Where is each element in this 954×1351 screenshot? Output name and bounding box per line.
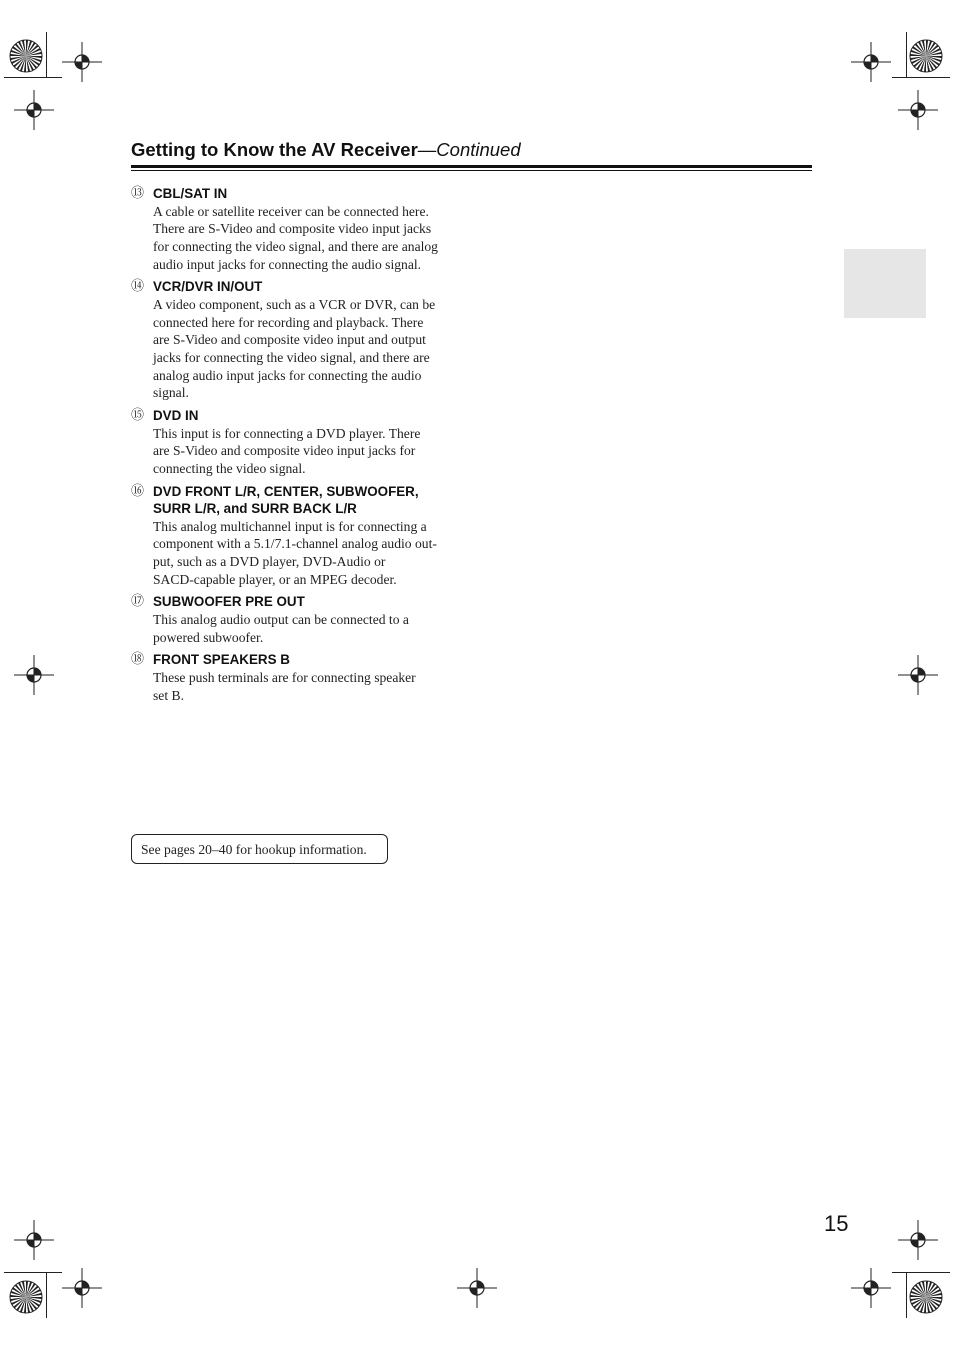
item-title: FRONT SPEAKERS B bbox=[153, 652, 290, 668]
text-line: These push terminals are for connecting speaker bbox=[153, 669, 416, 685]
text-line: This analog audio output can be connected to a bbox=[153, 611, 409, 627]
text-line: are S-Video and composite video input and output bbox=[153, 332, 426, 348]
page-header bbox=[131, 138, 812, 171]
list-item-subwoofer-pre-out bbox=[131, 593, 461, 646]
crosshair-registration-icon bbox=[62, 1268, 102, 1308]
text-line: are S-Video and composite video input jacks for bbox=[153, 443, 416, 459]
crosshair-registration-icon bbox=[457, 1268, 497, 1308]
text-line: set B. bbox=[153, 687, 184, 703]
crop-mark bbox=[906, 1272, 907, 1318]
item-number: ⑮ bbox=[131, 408, 145, 424]
side-thumb-tab bbox=[844, 249, 926, 318]
text-line: audio input jacks for connecting the audio signal. bbox=[153, 256, 422, 272]
text-line: powered subwoofer. bbox=[153, 629, 264, 645]
terminal-description-list bbox=[131, 185, 461, 709]
hookup-note-text: See pages 20–40 for hookup information. bbox=[141, 842, 367, 857]
text-line: analog audio input jacks for connecting the audio bbox=[153, 367, 422, 383]
print-registration-starburst-icon bbox=[906, 36, 946, 76]
item-title: DVD IN bbox=[153, 408, 199, 424]
item-description bbox=[153, 611, 461, 646]
header-rule-thin bbox=[131, 170, 812, 171]
text-line: SACD-capable player, or an MPEG decoder. bbox=[153, 571, 397, 587]
print-registration-starburst-icon bbox=[6, 1277, 46, 1317]
item-number: ⑰ bbox=[131, 594, 145, 610]
crosshair-registration-icon bbox=[851, 42, 891, 82]
text-line: This analog multichannel input is for connecting a bbox=[153, 518, 427, 534]
item-description bbox=[153, 425, 461, 478]
page-title bbox=[131, 138, 812, 162]
crosshair-registration-icon bbox=[14, 90, 54, 130]
crop-mark bbox=[892, 77, 950, 78]
text-line: This input is for connecting a DVD player. There bbox=[153, 425, 421, 441]
list-item-multichannel-input bbox=[131, 483, 461, 589]
item-title bbox=[153, 483, 461, 518]
page-number: 15 bbox=[824, 1211, 849, 1236]
item-description bbox=[153, 669, 461, 704]
item-number: ⑬ bbox=[131, 186, 145, 201]
text-line: jacks for connecting the video signal, and there are bbox=[153, 349, 430, 365]
crosshair-registration-icon bbox=[14, 655, 54, 695]
item-number: ⑱ bbox=[131, 652, 145, 668]
crop-mark bbox=[892, 1272, 950, 1273]
page-title-main: Getting to Know the AV Receiver bbox=[131, 139, 418, 160]
list-item-dvd-in bbox=[131, 407, 461, 478]
list-item-cbl-sat-in bbox=[131, 185, 461, 273]
text-line: connected here for recording and playback. There bbox=[153, 314, 424, 330]
crosshair-registration-icon bbox=[851, 1268, 891, 1308]
list-item-front-speakers-b bbox=[131, 651, 461, 704]
crosshair-registration-icon bbox=[898, 90, 938, 130]
text-line: put, such as a DVD player, DVD-Audio or bbox=[153, 554, 386, 570]
item-title: VCR/DVR IN/OUT bbox=[153, 279, 263, 295]
text-line: for connecting the video signal, and there are analog bbox=[153, 238, 438, 254]
crosshair-registration-icon bbox=[898, 655, 938, 695]
text-line: component with a 5.1/7.1-channel analog audio out- bbox=[153, 536, 437, 552]
text-line: signal. bbox=[153, 385, 189, 401]
crop-mark bbox=[46, 1272, 47, 1318]
item-number: ⑭ bbox=[131, 279, 145, 295]
crop-mark bbox=[906, 32, 907, 78]
crosshair-registration-icon bbox=[898, 1220, 938, 1260]
item-description bbox=[153, 203, 461, 274]
text-line: A cable or satellite receiver can be connected here. bbox=[153, 203, 429, 219]
header-rule-thick bbox=[131, 165, 812, 168]
item-number: ⑯ bbox=[131, 483, 145, 499]
crosshair-registration-icon bbox=[14, 1220, 54, 1260]
crop-mark bbox=[4, 1272, 62, 1273]
print-registration-starburst-icon bbox=[906, 1277, 946, 1317]
item-title: SUBWOOFER PRE OUT bbox=[153, 594, 305, 610]
title-line: DVD FRONT L/R, CENTER, SUBWOOFER, bbox=[153, 483, 419, 499]
text-line: A video component, such as a VCR or DVR, can be bbox=[153, 296, 436, 312]
item-title: CBL/SAT IN bbox=[153, 186, 228, 201]
text-line: connecting the video signal. bbox=[153, 460, 306, 476]
title-line: SURR L/R, and SURR BACK L/R bbox=[153, 501, 357, 517]
print-registration-starburst-icon bbox=[6, 36, 46, 76]
crop-mark bbox=[4, 77, 62, 78]
page-title-continued: —Continued bbox=[417, 139, 521, 160]
crop-mark bbox=[46, 32, 47, 78]
item-description bbox=[153, 518, 461, 589]
hookup-note-box bbox=[131, 834, 388, 864]
crosshair-registration-icon bbox=[62, 42, 102, 82]
text-line: There are S-Video and composite video input jacks bbox=[153, 221, 432, 237]
list-item-vcr-dvr-in-out bbox=[131, 278, 461, 402]
item-description bbox=[153, 296, 461, 402]
